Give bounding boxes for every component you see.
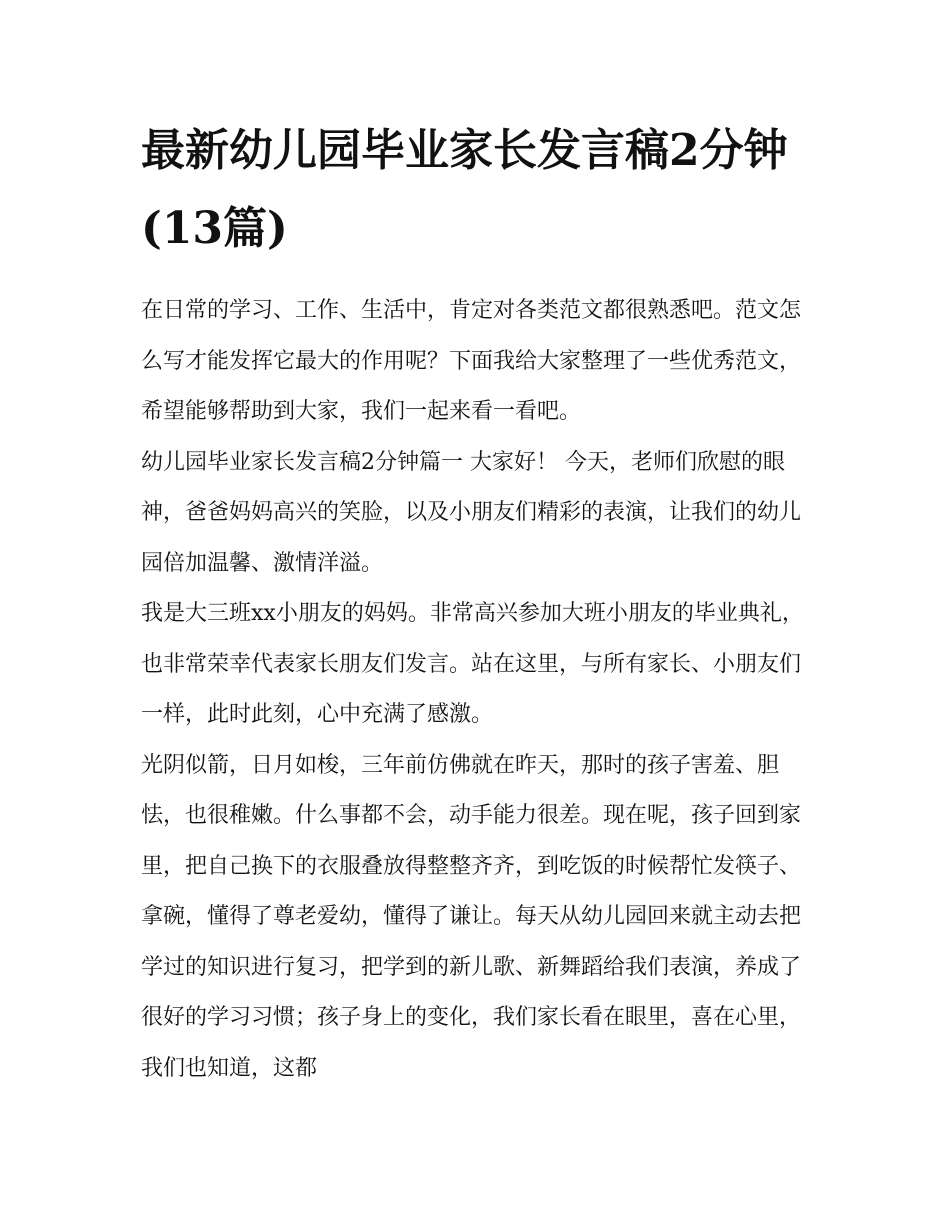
- paragraph-growth: 光阴似箭，日月如梭，三年前仿佛就在昨天，那时的孩子害羞、胆怯，也很稚嫩。什么事都不会，动手能力很差。现在呢，孩子回到家里，把自己换下的衣服叠放得整整齐齐，到吃饭的时候帮忙发筷子、拿碗，懂得了尊老爱幼，懂得了谦让。每天从幼儿园回来就主动去把学过的知识进行复习，把学到的新儿歌、新舞蹈给我们表演，养成了很好的学习习惯；孩子身上的变化，我们家长看在眼里，喜在心里，我们也知道，这都: [141, 752, 802, 1081]
- paragraph-self-intro: 我是大三班xx小朋友的妈妈。非常高兴参加大班小朋友的毕业典礼，也非常荣幸代表家长朋友们发言。站在这里，与所有家长、小朋友们一样，此时此刻，心中充满了感激。: [141, 601, 804, 727]
- document-title: 最新幼儿园毕业家长发言稿2分钟(13篇): [141, 125, 788, 254]
- paragraph-greeting: 幼儿园毕业家长发言稿2分钟篇一 大家好！ 今天，老师们欣慰的眼神，爸爸妈妈高兴的笑脸，以及小朋友们精彩的表演，让我们的幼儿园倍加温馨、激情洋溢。: [141, 449, 802, 576]
- paragraph-intro: 在日常的学习、工作、生活中，肯定对各类范文都很熟悉吧。范文怎么写才能发挥它最大的作用呢？下面我给大家整理了一些优秀范文，希望能够帮助到大家，我们一起来看一看吧。: [141, 298, 802, 424]
- document-page: [141, 112, 813, 1094]
- document-body: [141, 286, 813, 1094]
